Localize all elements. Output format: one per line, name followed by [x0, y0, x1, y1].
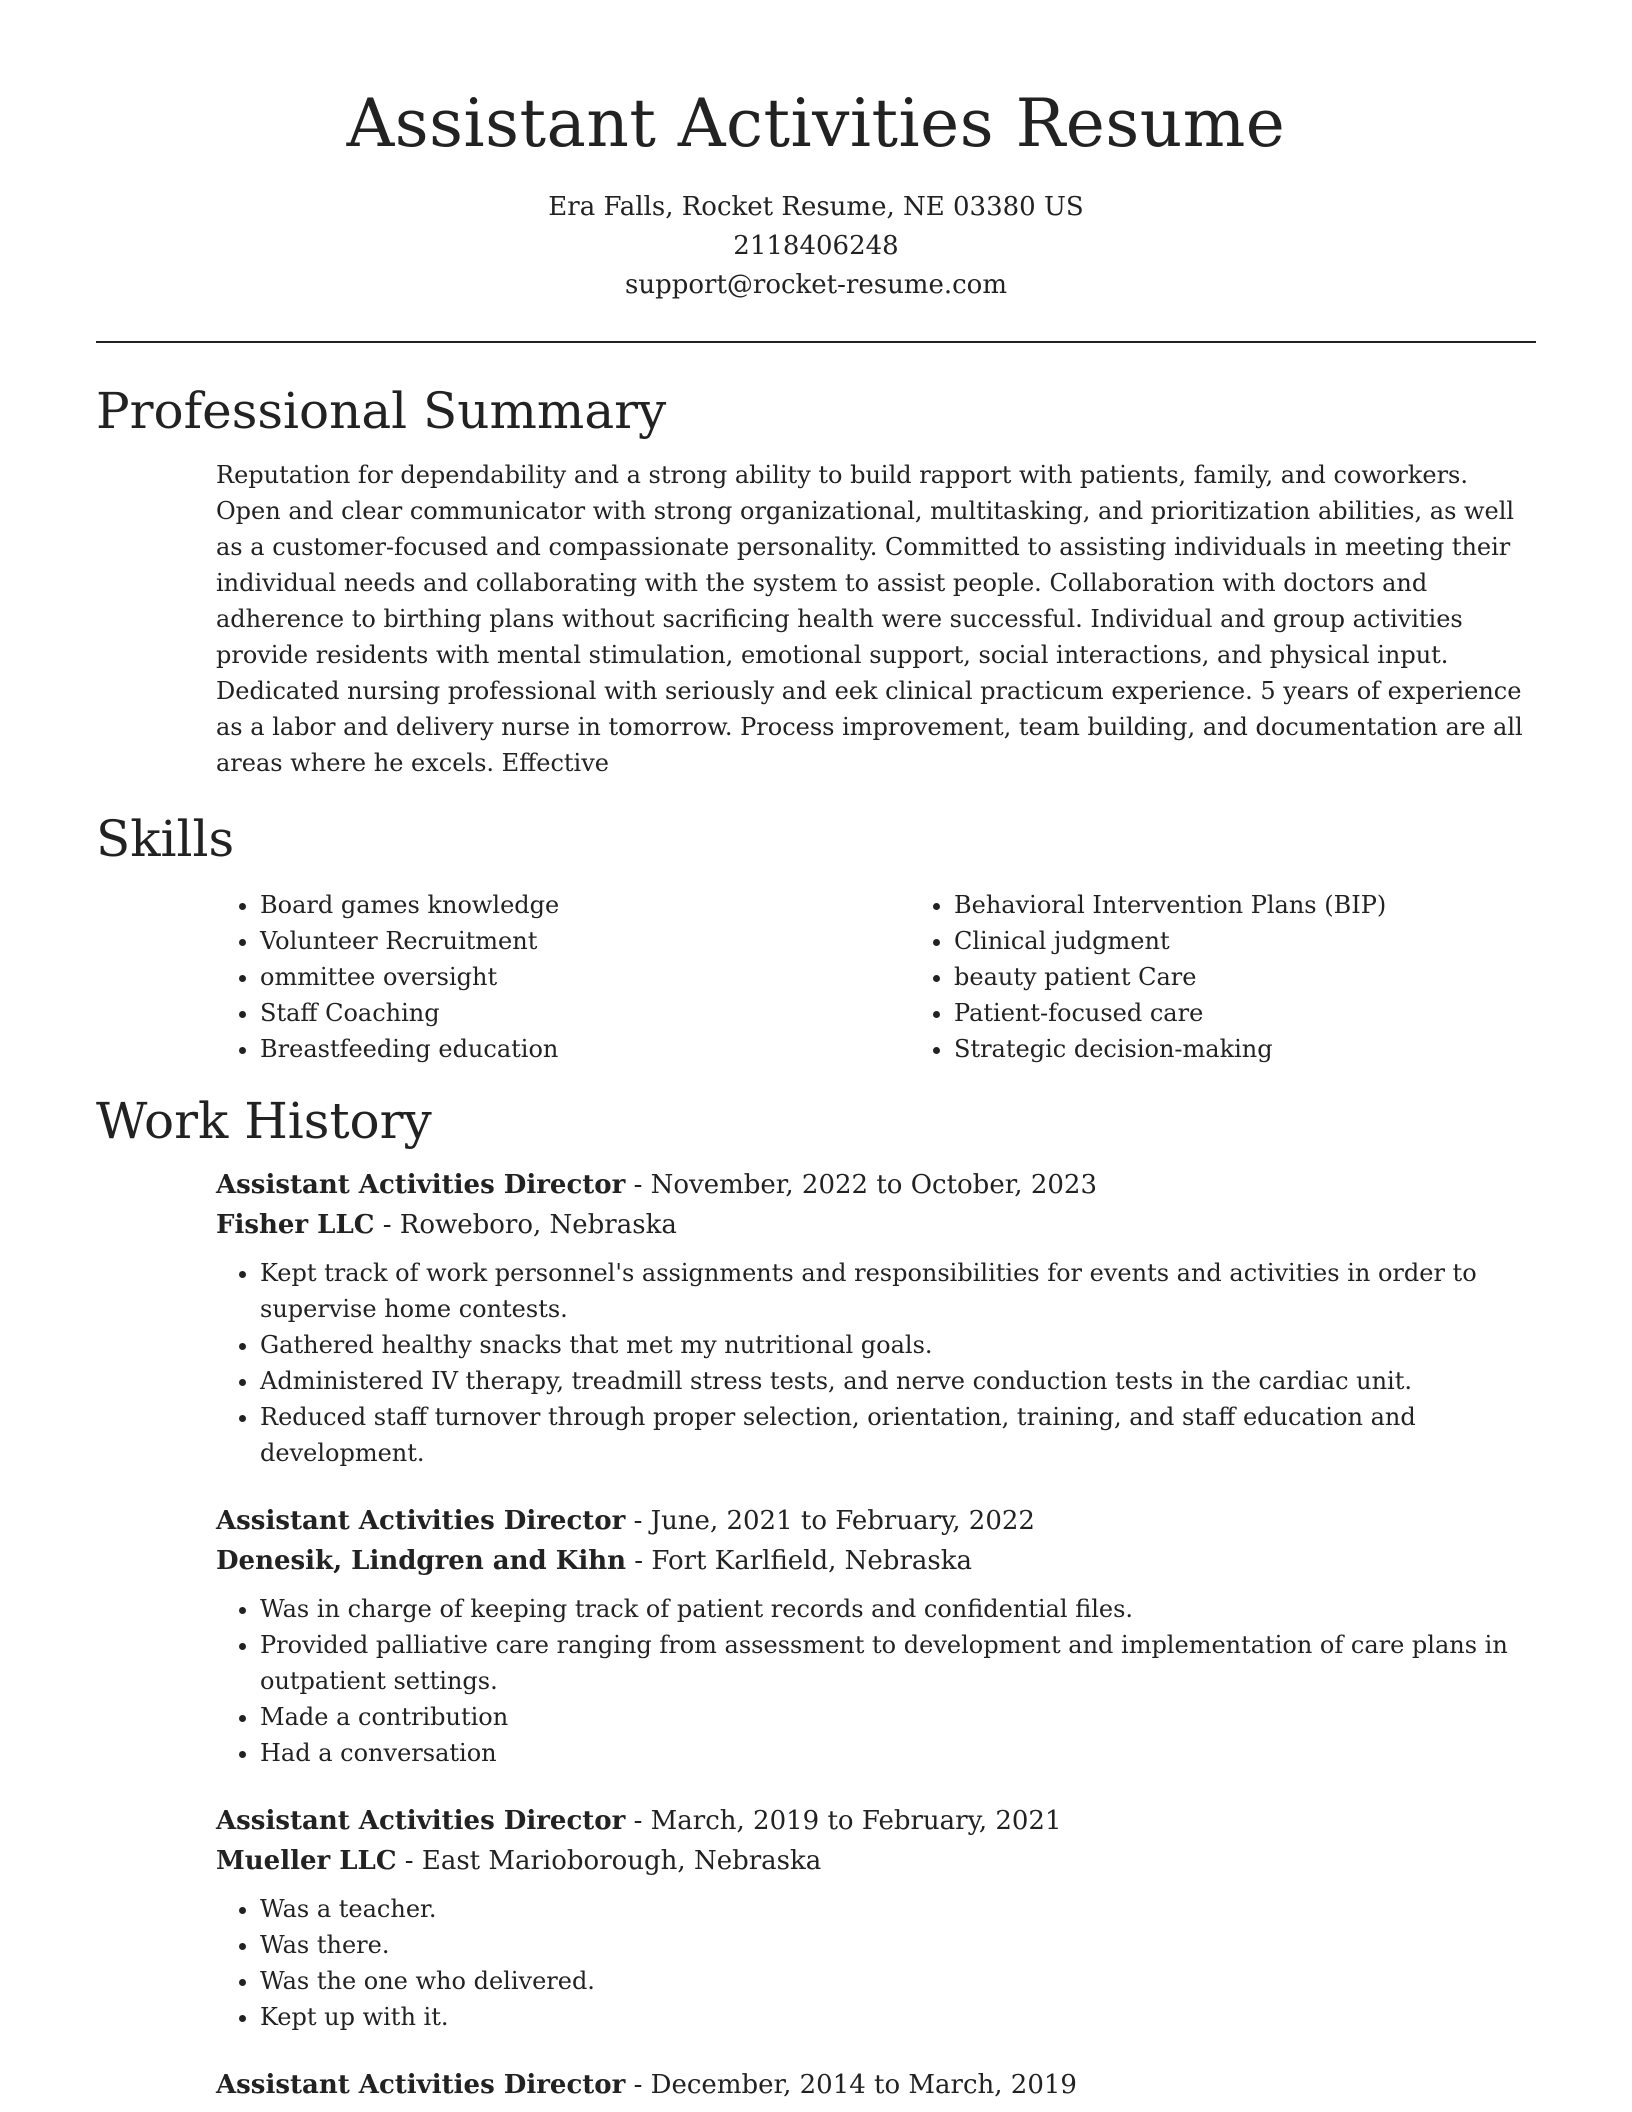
job-dates: - December, 2014 to March, 2019 [625, 2070, 1077, 2100]
skill-item: • Behavioral Intervention Plans (BIP) [954, 887, 1604, 923]
skill-item: • Breastfeeding education [260, 1031, 910, 1067]
job-company: Fisher LLC [216, 1210, 375, 1240]
skill-item: • Patient-focused care [954, 995, 1604, 1031]
job-dates: - March, 2019 to February, 2021 [625, 1806, 1062, 1836]
job-dates: - November, 2022 to October, 2023 [625, 1170, 1097, 1200]
skill-item: • beauty patient Care [954, 959, 1604, 995]
summary-text: Reputation for dependability and a strong ability to build rapport with patients, family, and coworkers. Open and clear communicator with strong organizational, multitasking, and prioritization abilities, as well as a customer-focused and compassionate personality. Committed to assisting individuals in meeting their individual needs and collaborating with the system to assist people. Collaboration with doctors and adherence to birthing plans without sacrificing health were successful. Individual and group activities provide residents with mental stimulation, emotional support, social interactions, and physical input. Dedicated nursing professional with seriously and eek clinical practicum experience. 5 years of experience as a labor and delivery nurse in tomorrow. Process improvement, team building, and documentation are all areas where he excels. Effective [216, 461, 1523, 777]
job-entry [216, 2065, 1536, 2105]
job-entry [216, 1501, 1536, 1771]
job-title-line [216, 1801, 1536, 1841]
job-bullets [216, 1255, 1536, 1471]
contact-block [0, 188, 1632, 305]
job-company: Mueller LLC [216, 1846, 397, 1876]
job-dates: - June, 2021 to February, 2022 [625, 1506, 1035, 1536]
job-company-line [216, 1841, 1536, 1881]
header-divider [96, 341, 1536, 343]
job-bullet: • Kept up with it. [260, 1999, 1536, 2035]
job-title-line [216, 1501, 1536, 1541]
skill-item: • Clinical judgment [954, 923, 1604, 959]
skill-item: • Board games knowledge [260, 887, 910, 923]
job-role: Assistant Activities Director [216, 1170, 626, 1200]
job-entry [216, 1165, 1536, 1471]
job-bullet: • Was the one who delivered. [260, 1963, 1536, 1999]
job-company: Denesik, Lindgren and Kihn [216, 1546, 627, 1576]
job-role: Assistant Activities Director [216, 1806, 626, 1836]
job-entry [216, 1801, 1536, 2035]
skill-item: • Volunteer Recruitment [260, 923, 910, 959]
job-location: - Fort Karlfield, Nebraska [626, 1546, 972, 1576]
job-company-line [216, 1205, 1536, 1245]
contact-phone: 2118406248 [733, 231, 899, 261]
job-bullet: • Was there. [260, 1927, 1536, 1963]
job-role: Assistant Activities Director [216, 2070, 626, 2100]
job-bullet: • Gathered healthy snacks that met my nutritional goals. [260, 1327, 1536, 1363]
work-history-heading: Work History [96, 1092, 432, 1150]
resume-header [0, 0, 1632, 305]
skill-item: • Strategic decision-making [954, 1031, 1604, 1067]
work-history [216, 1165, 1536, 2105]
job-bullet: • Made a contribution [260, 1699, 1536, 1735]
skills-column-left [216, 887, 910, 1067]
job-title-line [216, 2065, 1536, 2105]
job-bullets [216, 1591, 1536, 1771]
skills-column-right [910, 887, 1604, 1067]
contact-address: Era Falls, Rocket Resume, NE 03380 US [548, 192, 1084, 222]
job-bullets [216, 1891, 1536, 2035]
job-bullet: • Reduced staff turnover through proper selection, orientation, training, and staff education and development. [260, 1399, 1536, 1471]
job-bullet: • Had a conversation [260, 1735, 1536, 1771]
skill-item: • ommittee oversight [260, 959, 910, 995]
job-bullet: • Was in charge of keeping track of patient records and confidential files. [260, 1591, 1536, 1627]
job-location: - East Marioborough, Nebraska [396, 1846, 822, 1876]
skills-heading: Skills [96, 810, 235, 868]
job-role: Assistant Activities Director [216, 1506, 626, 1536]
skill-item: • Staff Coaching [260, 995, 910, 1031]
skills-list [216, 887, 1536, 1067]
job-bullet: • Administered IV therapy, treadmill stress tests, and nerve conduction tests in the cardiac unit. [260, 1363, 1536, 1399]
job-bullet: • Kept track of work personnel's assignments and responsibilities for events and activities in order to supervise home contests. [260, 1255, 1536, 1327]
job-bullet: • Provided palliative care ranging from assessment to development and implementation of care plans in outpatient settings. [260, 1627, 1536, 1699]
job-location: - Roweboro, Nebraska [374, 1210, 677, 1240]
job-title-line [216, 1165, 1536, 1205]
contact-email: support@rocket-resume.com [624, 270, 1007, 300]
resume-title: Assistant Activities Resume [346, 85, 1286, 162]
summary-heading: Professional Summary [96, 382, 667, 440]
job-bullet: • Was a teacher. [260, 1891, 1536, 1927]
job-company-line [216, 1541, 1536, 1581]
